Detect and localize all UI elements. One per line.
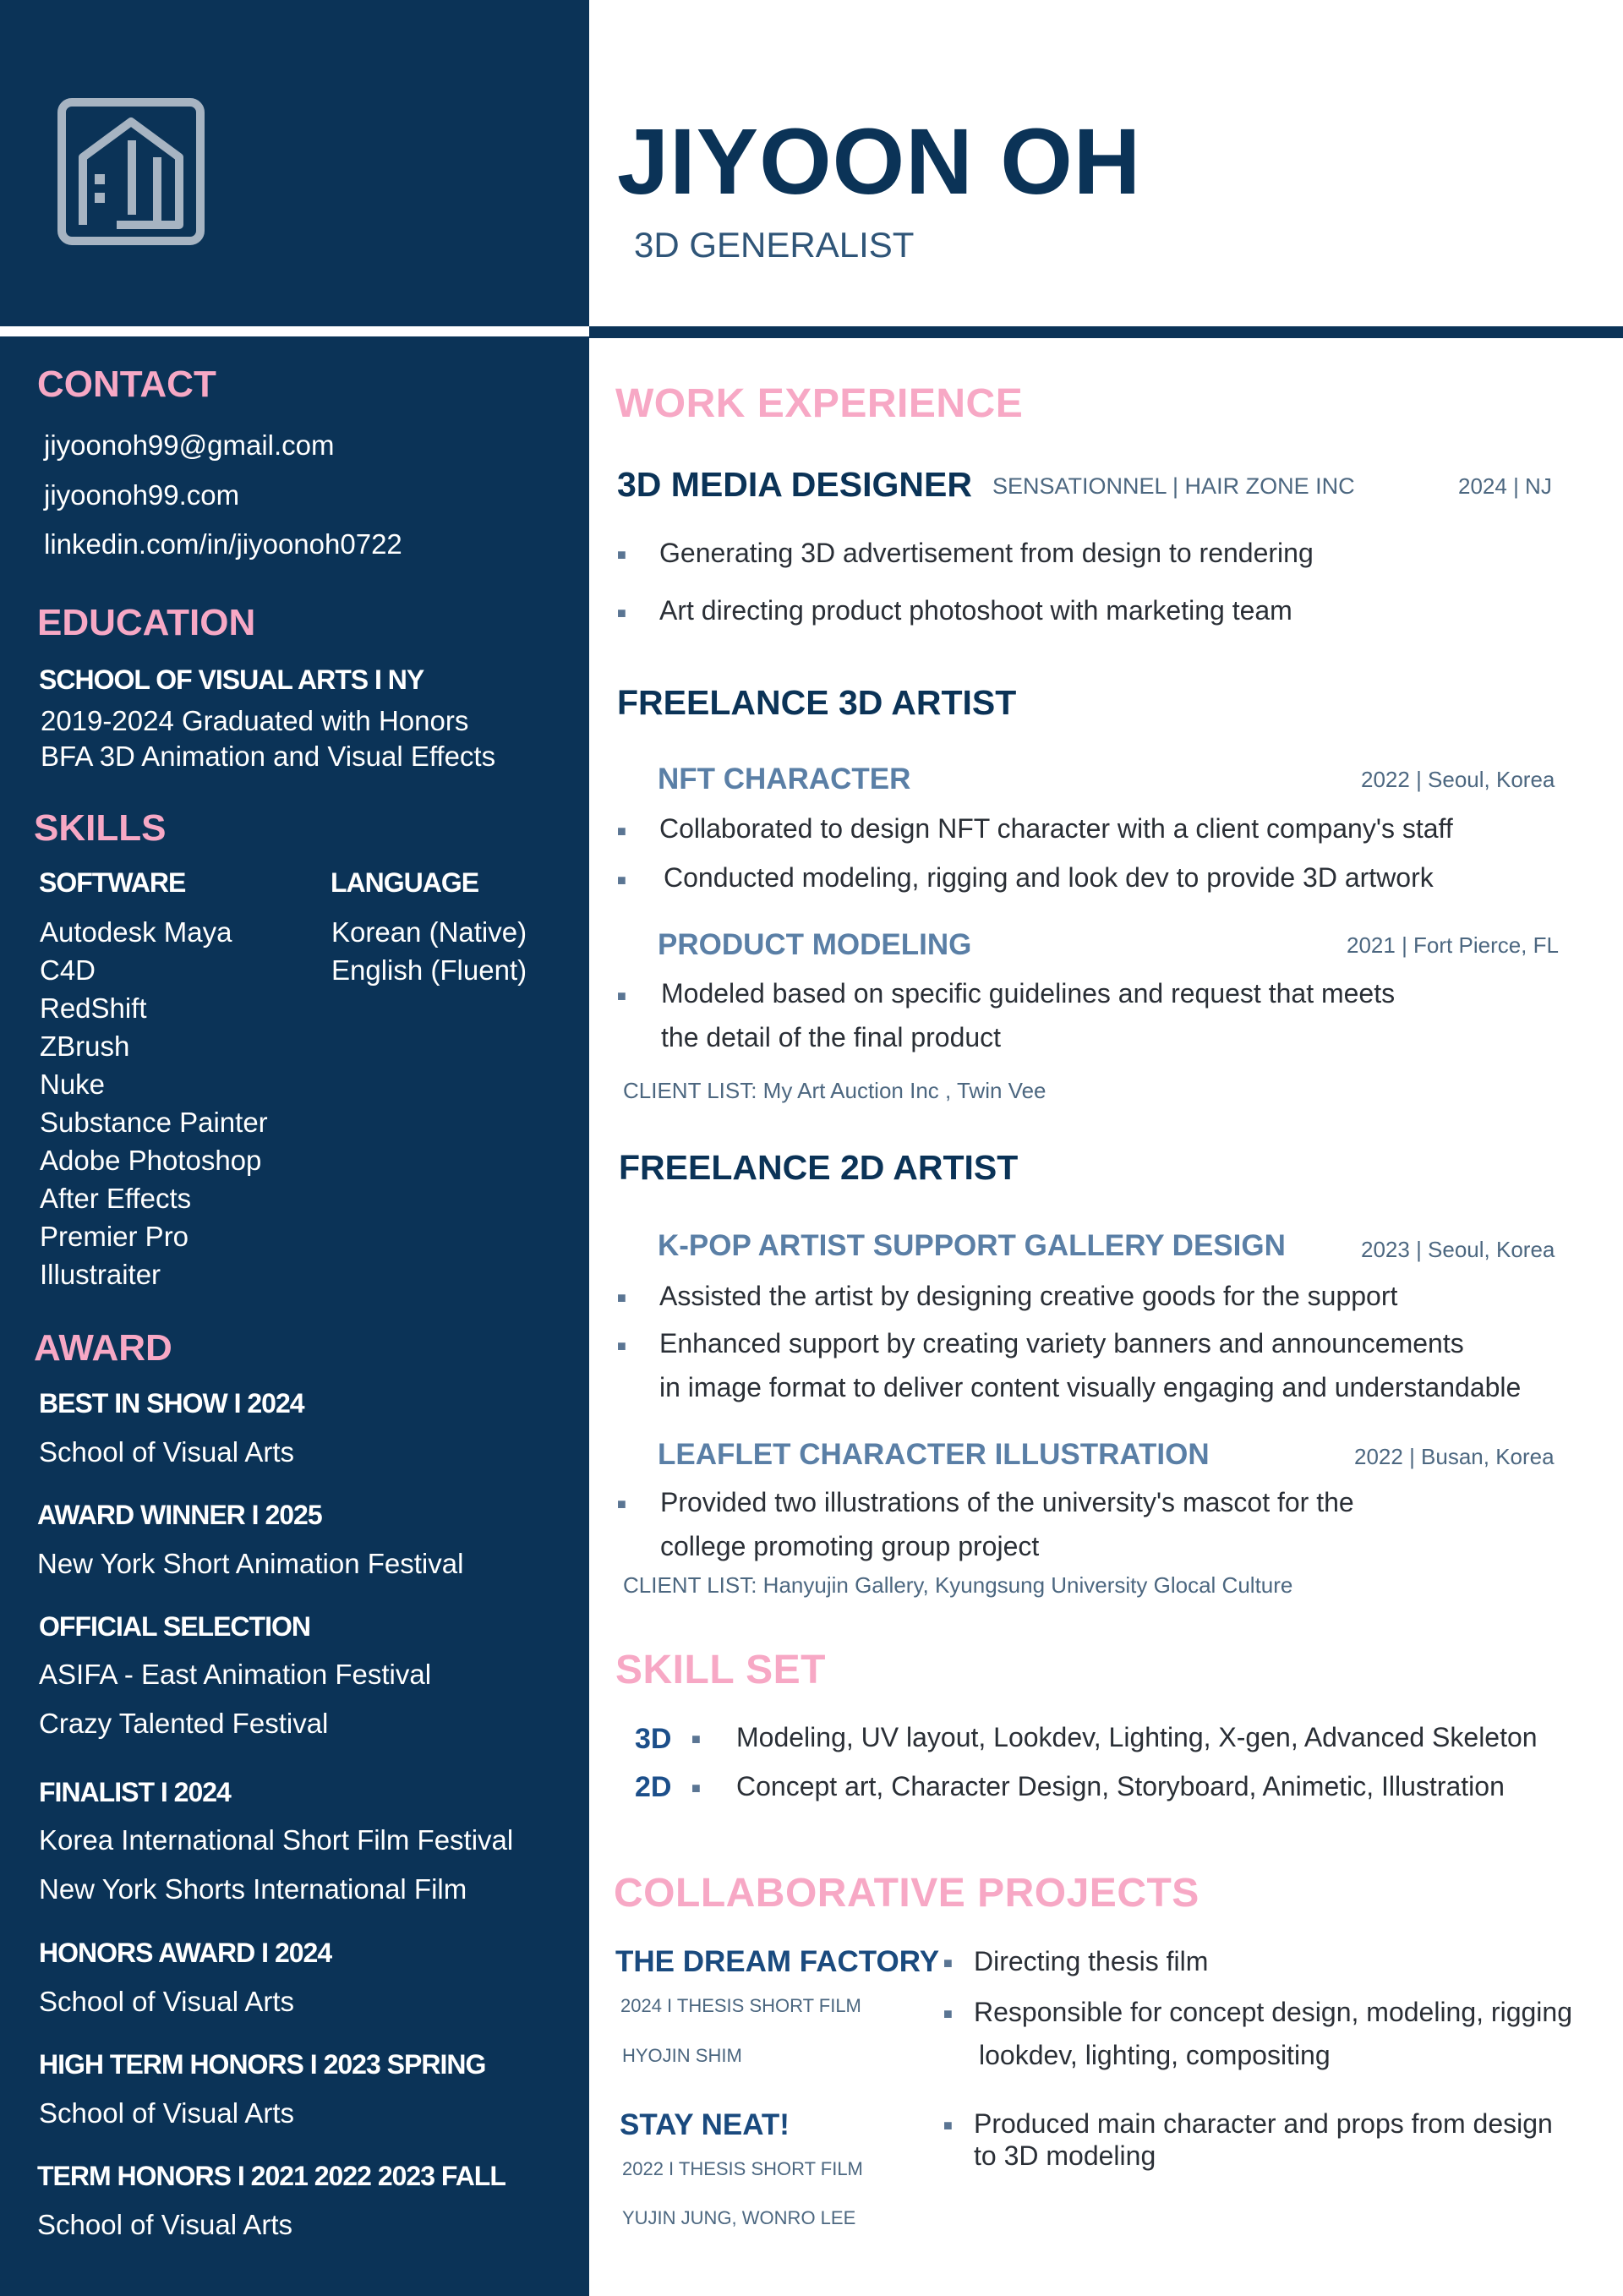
house-icon: [57, 98, 205, 249]
project-date: 2022 | Busan, Korea: [1354, 1444, 1555, 1469]
project-date: 2023 | Seoul, Korea: [1361, 1237, 1555, 1262]
software-item: C4D: [40, 954, 96, 986]
award-detail: School of Visual Arts: [39, 1986, 295, 2017]
project-bullet: Collaborated to design NFT character with a client company's staff: [659, 813, 1453, 844]
collab-bullet-cont: lookdev, lighting, compositing: [979, 2040, 1331, 2070]
project-title: LEAFLET CHARACTER ILLUSTRATION: [658, 1438, 1210, 1471]
job-bullet: Art directing product photoshoot with marketing team: [659, 595, 1292, 626]
contact-website[interactable]: jiyoonoh99.com: [44, 479, 240, 511]
project-title: NFT CHARACTER: [658, 763, 911, 795]
person-role: 3D GENERALIST: [634, 225, 915, 265]
award-detail: Crazy Talented Festival: [39, 1708, 329, 1739]
skillset-text: Modeling, UV layout, Lookdev, Lighting, X-gen, Advanced Skeleton: [736, 1722, 1538, 1752]
work-heading: WORK EXPERIENCE: [615, 381, 1024, 426]
education-heading: EDUCATION: [37, 602, 256, 643]
collab-project-title: THE DREAM FACTORY: [615, 1945, 940, 1978]
language-item: Korean (Native): [331, 916, 527, 948]
award-title: AWARD WINNER I 2025: [37, 1500, 322, 1530]
software-item: RedShift: [40, 992, 147, 1024]
award-detail: New York Shorts International Film: [39, 1873, 467, 1905]
project-date: 2022 | Seoul, Korea: [1361, 767, 1555, 792]
project-bullet: Provided two illustrations of the university's mascot for the: [660, 1487, 1354, 1517]
client-list: CLIENT LIST: Hanyujin Gallery, Kyungsung University Glocal Culture: [623, 1572, 1293, 1598]
job-bullet: Generating 3D advertisement from design to rendering: [659, 538, 1314, 568]
job-company: SENSATIONNEL | HAIR ZONE INC: [992, 473, 1355, 499]
bullet-icon: ■: [617, 823, 626, 839]
collab-bullet: Produced main character and props from design: [974, 2108, 1553, 2139]
collab-bullet: Directing thesis film: [974, 1946, 1209, 1976]
skills-heading: SKILLS: [34, 807, 167, 849]
job-title: FREELANCE 3D ARTIST: [617, 683, 1017, 722]
project-bullet: Modeled based on specific guidelines and request that meets: [661, 978, 1396, 1009]
award-detail: School of Visual Arts: [39, 2097, 295, 2129]
software-item: Premier Pro: [40, 1221, 189, 1252]
project-date: 2021 | Fort Pierce, FL: [1347, 932, 1559, 958]
job-title: FREELANCE 2D ARTIST: [619, 1148, 1019, 1187]
project-title: PRODUCT MODELING: [658, 928, 972, 961]
software-item: Illustraiter: [40, 1259, 161, 1290]
award-detail: School of Visual Arts: [37, 2209, 293, 2240]
software-item: Autodesk Maya: [40, 916, 232, 948]
job-date: 2024 | NJ: [1458, 473, 1552, 499]
language-item: English (Fluent): [331, 954, 527, 986]
bullet-icon: ■: [617, 1337, 626, 1354]
project-bullet: Assisted the artist by designing creative goods for the support: [659, 1281, 1398, 1311]
education-school: SCHOOL OF VISUAL ARTS I NY: [39, 664, 424, 695]
bullet-icon: ■: [943, 1954, 953, 1971]
award-title: TERM HONORS I 2021 2022 2023 FALL: [37, 2161, 505, 2191]
award-title: OFFICIAL SELECTION: [39, 1611, 310, 1642]
person-name: JIYOON OH: [617, 110, 1142, 214]
award-detail: New York Short Animation Festival: [37, 1548, 464, 1579]
language-heading: LANGUAGE: [331, 867, 479, 898]
software-item: Adobe Photoshop: [40, 1145, 262, 1176]
award-title: FINALIST I 2024: [39, 1777, 231, 1807]
software-heading: SOFTWARE: [39, 867, 186, 898]
skillset-heading: SKILL SET: [615, 1648, 826, 1692]
collab-project-title: STAY NEAT!: [620, 2108, 790, 2141]
award-title: BEST IN SHOW I 2024: [39, 1388, 304, 1419]
award-title: HONORS AWARD I 2024: [39, 1938, 332, 1968]
award-heading: AWARD: [34, 1327, 172, 1369]
award-detail: School of Visual Arts: [39, 1436, 295, 1468]
contact-heading: CONTACT: [37, 364, 216, 405]
skillset-text: Concept art, Character Design, Storyboard, Animetic, Illustration: [736, 1771, 1505, 1801]
award-title: HIGH TERM HONORS I 2023 SPRING: [39, 2049, 486, 2080]
bullet-icon: ■: [691, 1779, 701, 1796]
collab-project-meta: 2024 I THESIS SHORT FILM: [620, 1995, 861, 2016]
bullet-icon: ■: [943, 2005, 953, 2022]
education-line: 2019-2024 Graduated with Honors: [41, 705, 469, 736]
bullet-icon: ■: [617, 987, 626, 1004]
collab-project-people: YUJIN JUNG, WONRO LEE: [622, 2207, 856, 2228]
sidebar-divider: [0, 326, 589, 336]
project-bullet-cont: the detail of the final product: [661, 1022, 1002, 1052]
project-bullet-cont: college promoting group project: [660, 1531, 1040, 1561]
header-rule: [589, 326, 1623, 338]
skillset-key: 2D: [635, 1771, 672, 1803]
bullet-icon: ■: [617, 604, 626, 621]
collab-bullet: Responsible for concept design, modeling, rigging: [974, 1997, 1572, 2027]
collab-project-people: HYOJIN SHIM: [622, 2045, 742, 2066]
collab-project-meta: 2022 I THESIS SHORT FILM: [622, 2158, 863, 2179]
job-title: 3D MEDIA DESIGNER: [617, 465, 972, 504]
skillset-key: 3D: [635, 1723, 672, 1755]
bullet-icon: ■: [617, 1495, 626, 1512]
collab-heading: COLLABORATIVE PROJECTS: [614, 1871, 1199, 1916]
software-item: ZBrush: [40, 1030, 130, 1062]
software-item: Substance Painter: [40, 1107, 268, 1138]
contact-email[interactable]: jiyoonoh99@gmail.com: [44, 429, 335, 461]
project-bullet: Enhanced support by creating variety banners and announcements: [659, 1328, 1464, 1358]
award-detail: ASIFA - East Animation Festival: [39, 1659, 432, 1690]
bullet-icon: ■: [943, 2117, 953, 2134]
bullet-icon: ■: [617, 546, 626, 563]
award-detail: Korea International Short Film Festival: [39, 1824, 514, 1856]
software-item: Nuke: [40, 1069, 106, 1100]
bullet-icon: ■: [617, 872, 626, 888]
project-bullet: Conducted modeling, rigging and look dev to provide 3D artwork: [664, 862, 1434, 893]
collab-bullet-cont: to 3D modeling: [974, 2140, 1156, 2171]
education-degree: BFA 3D Animation and Visual Effects: [41, 741, 496, 772]
project-title: K-POP ARTIST SUPPORT GALLERY DESIGN: [658, 1229, 1286, 1262]
client-list: CLIENT LIST: My Art Auction Inc , Twin Vee: [623, 1078, 1046, 1103]
software-item: After Effects: [40, 1183, 192, 1214]
contact-linkedin[interactable]: linkedin.com/in/jiyoonoh0722: [44, 528, 402, 560]
bullet-icon: ■: [617, 1289, 626, 1306]
project-bullet-cont: in image format to deliver content visually engaging and understandable: [659, 1372, 1522, 1402]
bullet-icon: ■: [691, 1730, 701, 1747]
